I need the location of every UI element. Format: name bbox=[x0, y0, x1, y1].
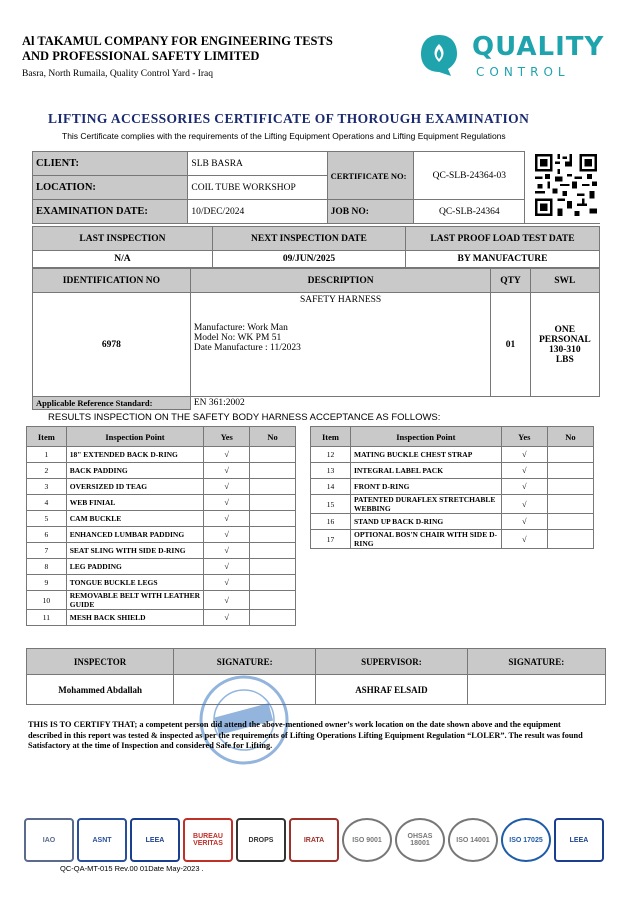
qty-value: 01 bbox=[491, 293, 530, 397]
supervisor-label: SUPERVISOR: bbox=[316, 649, 468, 675]
qty-label: QTY bbox=[491, 269, 530, 293]
inspection-row bbox=[27, 543, 296, 559]
inspection-row bbox=[27, 495, 296, 511]
exam-date-label: EXAMINATION DATE: bbox=[33, 200, 188, 224]
row-no-cell bbox=[547, 495, 593, 514]
row-inspection-point: SEAT SLING WITH SIDE D-RING bbox=[66, 543, 204, 559]
row-no-cell bbox=[250, 495, 296, 511]
inspection-row bbox=[27, 527, 296, 543]
company-line-1: Al TAKAMUL COMPANY FOR ENGINEERING TESTS bbox=[22, 34, 333, 48]
row-item-number: 6 bbox=[27, 527, 67, 543]
inspection-row bbox=[311, 447, 594, 463]
company-line-2: AND PROFESSIONAL SAFETY LIMITED bbox=[22, 49, 260, 63]
accreditation-badge: ISO 17025 bbox=[501, 818, 551, 862]
standard-value: EN 361:2002 bbox=[190, 397, 599, 410]
supervisor-signature bbox=[467, 675, 605, 705]
accreditation-badge: ISO 14001 bbox=[448, 818, 498, 862]
job-no-value: QC-SLB-24364 bbox=[414, 200, 525, 224]
inspection-row bbox=[27, 610, 296, 626]
description-label: DESCRIPTION bbox=[190, 269, 491, 293]
row-yes-check: √ bbox=[501, 514, 547, 530]
row-yes-check: √ bbox=[501, 495, 547, 514]
row-no-cell bbox=[250, 511, 296, 527]
col-point: Inspection Point bbox=[350, 427, 501, 447]
logo-word-quality: QUALITY bbox=[472, 32, 605, 62]
inspection-dates-table bbox=[32, 226, 600, 268]
row-inspection-point: 18" EXTENDED BACK D-RING bbox=[66, 447, 204, 463]
row-item-number: 2 bbox=[27, 463, 67, 479]
row-inspection-point: MESH BACK SHIELD bbox=[66, 610, 204, 626]
cert-no-label: CERTIFICATE NO: bbox=[327, 152, 414, 200]
row-no-cell bbox=[250, 543, 296, 559]
accreditation-badge: ASNT bbox=[77, 818, 127, 862]
accreditation-badge: IRATA bbox=[289, 818, 339, 862]
row-inspection-point: ENHANCED LUMBAR PADDING bbox=[66, 527, 204, 543]
proof-load-label: LAST PROOF LOAD TEST DATE bbox=[405, 227, 599, 251]
accreditation-badge: BUREAU VERITAS bbox=[183, 818, 233, 862]
inspector-name: Mohammed Abdallah bbox=[27, 675, 174, 705]
row-inspection-point: REMOVABLE BELT WITH LEATHER GUIDE bbox=[66, 591, 204, 610]
row-no-cell bbox=[250, 527, 296, 543]
company-address: Basra, North Rumaila, Quality Control Yard - Iraq bbox=[22, 69, 214, 79]
inspection-row bbox=[27, 463, 296, 479]
row-no-cell bbox=[250, 575, 296, 591]
inspection-table-right bbox=[310, 426, 594, 549]
row-yes-check: √ bbox=[501, 463, 547, 479]
qr-code bbox=[534, 154, 598, 216]
description-value bbox=[190, 293, 491, 397]
inspection-row bbox=[27, 575, 296, 591]
id-label: IDENTIFICATION NO bbox=[33, 269, 191, 293]
row-no-cell bbox=[250, 559, 296, 575]
inspection-row bbox=[311, 463, 594, 479]
inspection-row bbox=[27, 559, 296, 575]
inspection-row bbox=[311, 530, 594, 549]
row-yes-check: √ bbox=[204, 527, 250, 543]
row-yes-check: √ bbox=[204, 543, 250, 559]
inspection-row bbox=[27, 479, 296, 495]
row-inspection-point: LEG PADDING bbox=[66, 559, 204, 575]
row-no-cell bbox=[250, 463, 296, 479]
logo-word-control: CONTROL bbox=[476, 65, 570, 79]
info-table bbox=[32, 151, 600, 224]
row-item-number: 5 bbox=[27, 511, 67, 527]
inspector-signature-label: SIGNATURE: bbox=[174, 649, 316, 675]
row-yes-check: √ bbox=[501, 479, 547, 495]
row-no-cell bbox=[547, 463, 593, 479]
row-no-cell bbox=[250, 610, 296, 626]
row-yes-check: √ bbox=[204, 463, 250, 479]
row-inspection-point: PATENTED DURAFLEX STRETCHABLE WEBBING bbox=[350, 495, 501, 514]
job-no-label: JOB NO: bbox=[327, 200, 414, 224]
accreditation-badge: LEEA bbox=[130, 818, 180, 862]
row-yes-check: √ bbox=[204, 495, 250, 511]
inspection-table-left bbox=[26, 426, 296, 626]
exam-date-value: 10/DEC/2024 bbox=[188, 200, 327, 224]
row-inspection-point: OVERSIZED ID TEAG bbox=[66, 479, 204, 495]
accreditation-badge: OHSAS 18001 bbox=[395, 818, 445, 862]
model-text: Model No: WK PM 51 bbox=[193, 333, 282, 343]
item-table bbox=[32, 268, 600, 410]
swl-line-1: ONE bbox=[554, 324, 576, 335]
row-inspection-point: TONGUE BUCKLE LEGS bbox=[66, 575, 204, 591]
inspection-row bbox=[311, 495, 594, 514]
results-note: RESULTS INSPECTION ON THE SAFETY BODY HARNESS ACCEPTANCE AS FOLLOWS: bbox=[48, 412, 441, 423]
row-yes-check: √ bbox=[204, 575, 250, 591]
supervisor-name: ASHRAF ELSAID bbox=[316, 675, 468, 705]
description-title: SAFETY HARNESS bbox=[300, 295, 382, 305]
accreditation-badge: IAO bbox=[24, 818, 74, 862]
row-yes-check: √ bbox=[204, 447, 250, 463]
swl-label: SWL bbox=[530, 269, 599, 293]
col-point: Inspection Point bbox=[66, 427, 204, 447]
document-footer: QC-QA-MT-015 Rev.00 01Date May-2023 . bbox=[60, 864, 204, 873]
col-yes: Yes bbox=[204, 427, 250, 447]
col-item: Item bbox=[311, 427, 351, 447]
last-inspection-label: LAST INSPECTION bbox=[33, 227, 213, 251]
row-inspection-point: CAM BUCKLE bbox=[66, 511, 204, 527]
row-no-cell bbox=[250, 591, 296, 610]
id-value: 6978 bbox=[33, 293, 191, 397]
swl-line-3: 130-310 bbox=[548, 344, 581, 355]
accreditation-badge: ISO 9001 bbox=[342, 818, 392, 862]
last-inspection-value: N/A bbox=[33, 251, 213, 268]
row-item-number: 9 bbox=[27, 575, 67, 591]
row-item-number: 16 bbox=[311, 514, 351, 530]
swl-value bbox=[530, 293, 599, 397]
row-item-number: 8 bbox=[27, 559, 67, 575]
row-inspection-point: OPTIONAL BOS'N CHAIR WITH SIDE D-RING bbox=[350, 530, 501, 549]
row-yes-check: √ bbox=[204, 610, 250, 626]
row-no-cell bbox=[250, 479, 296, 495]
row-inspection-point: MATING BUCKLE CHEST STRAP bbox=[350, 447, 501, 463]
next-inspection-value: 09/JUN/2025 bbox=[212, 251, 405, 268]
col-yes: Yes bbox=[501, 427, 547, 447]
inspector-label: INSPECTOR bbox=[27, 649, 174, 675]
row-yes-check: √ bbox=[204, 479, 250, 495]
accreditation-badges bbox=[24, 818, 614, 864]
col-no: No bbox=[250, 427, 296, 447]
inspection-row bbox=[27, 447, 296, 463]
row-item-number: 13 bbox=[311, 463, 351, 479]
accreditation-badge: LEEA bbox=[554, 818, 604, 862]
row-item-number: 12 bbox=[311, 447, 351, 463]
col-item: Item bbox=[27, 427, 67, 447]
row-no-cell bbox=[547, 530, 593, 549]
row-no-cell bbox=[547, 447, 593, 463]
client-label: CLIENT: bbox=[33, 152, 188, 176]
row-inspection-point: BACK PADDING bbox=[66, 463, 204, 479]
row-no-cell bbox=[547, 479, 593, 495]
client-value: SLB BASRA bbox=[188, 152, 327, 176]
signature-table bbox=[26, 648, 606, 705]
cert-no-value: QC-SLB-24364-03 bbox=[414, 152, 525, 200]
logo-q-icon bbox=[418, 32, 460, 78]
row-yes-check: √ bbox=[204, 591, 250, 610]
swl-line-4: LBS bbox=[555, 354, 574, 365]
swl-line-2: PERSONAL bbox=[538, 334, 591, 345]
row-item-number: 7 bbox=[27, 543, 67, 559]
proof-load-value: BY MANUFACTURE bbox=[405, 251, 599, 268]
row-item-number: 3 bbox=[27, 479, 67, 495]
row-inspection-point: INTEGRAL LABEL PACK bbox=[350, 463, 501, 479]
row-item-number: 14 bbox=[311, 479, 351, 495]
row-inspection-point: STAND UP BACK D-RING bbox=[350, 514, 501, 530]
row-item-number: 17 bbox=[311, 530, 351, 549]
inspection-row bbox=[311, 479, 594, 495]
row-yes-check: √ bbox=[501, 447, 547, 463]
manufacture-text: Manufacture: Work Man bbox=[193, 323, 288, 333]
supervisor-signature-label: SIGNATURE: bbox=[467, 649, 605, 675]
certificate-title: LIFTING ACCESSORIES CERTIFICATE OF THOROUGH EXAMINATION bbox=[48, 111, 530, 126]
inspection-row bbox=[27, 591, 296, 610]
standard-label: Applicable Reference Standard: bbox=[33, 397, 191, 410]
certification-statement: THIS IS TO CERTIFY THAT; a competent person did attend the above-mentioned owner’s work location on the date shown above and the equipment described in this report was tested & inspected as per the requirements of Lifting Operations Lifting Equipment Regulation “LOLER”. The result was found Satisfactory at the time of Inspection and considered Safe for Lifting. bbox=[28, 720, 583, 750]
row-inspection-point: WEB FINIAL bbox=[66, 495, 204, 511]
next-inspection-label: NEXT INSPECTION DATE bbox=[212, 227, 405, 251]
row-yes-check: √ bbox=[204, 511, 250, 527]
row-no-cell bbox=[250, 447, 296, 463]
inspection-row bbox=[27, 511, 296, 527]
location-value: COIL TUBE WORKSHOP bbox=[188, 176, 327, 200]
quality-control-logo bbox=[418, 30, 608, 86]
row-item-number: 11 bbox=[27, 610, 67, 626]
row-inspection-point: FRONT D-RING bbox=[350, 479, 501, 495]
manufacture-date-text: Date Manufacture : 11/2023 bbox=[193, 343, 301, 353]
company-name bbox=[22, 34, 352, 64]
location-label: LOCATION: bbox=[33, 176, 188, 200]
row-item-number: 10 bbox=[27, 591, 67, 610]
row-item-number: 1 bbox=[27, 447, 67, 463]
row-item-number: 4 bbox=[27, 495, 67, 511]
col-no: No bbox=[547, 427, 593, 447]
row-yes-check: √ bbox=[204, 559, 250, 575]
certificate-subtitle: This Certificate complies with the requirements of the Lifting Equipment Operations and Lifting Equipment Regulations bbox=[62, 131, 506, 141]
row-no-cell bbox=[547, 514, 593, 530]
inspection-row bbox=[311, 514, 594, 530]
accreditation-badge: DROPS bbox=[236, 818, 286, 862]
row-yes-check: √ bbox=[501, 530, 547, 549]
row-item-number: 15 bbox=[311, 495, 351, 514]
